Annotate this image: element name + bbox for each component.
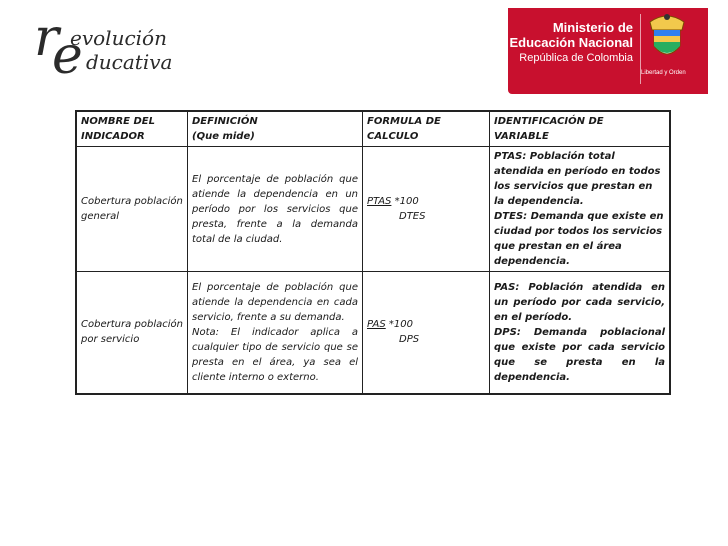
formula-numerator: PTAS [367, 196, 392, 207]
variable-def-a: PTAS: Población total atendida en período en todos los servicios que prestan en la dependencia. [494, 151, 661, 207]
col-header-nombre-line1: NOMBRE DEL [81, 116, 155, 127]
ministry-line2: Educación Nacional [509, 35, 633, 50]
formula-denominator: DTES [399, 211, 426, 222]
cell-variables [490, 147, 671, 272]
formula-numerator: PAS [367, 319, 386, 331]
cell-formula [363, 272, 490, 394]
logo-letter-e: e [52, 26, 83, 86]
definition-note: Nota: El indicador aplica a cualquier tipo de servicio que se presta en el área, ya sea el cliente interno o externo. [192, 326, 358, 383]
coat-of-arms-icon [642, 8, 692, 64]
cell-name: Cobertura población general [76, 147, 188, 272]
logo-word-evolucion: evolución [70, 26, 167, 50]
table-row [76, 147, 670, 272]
definition-text: El porcentaje de población que atiende la dependencia en cada servicio, frente a su demanda. [192, 281, 358, 323]
formula-multiplier: *100 [394, 196, 419, 207]
logo-letter-r: r [34, 8, 59, 68]
col-header-nombre-line2: INDICADOR [81, 131, 145, 142]
cell-definition [188, 272, 363, 394]
cell-name: Cobertura población por servicio [76, 272, 188, 394]
cell-definition: El porcentaje de población que atiende la dependencia en un período por los servicios que presta, frente a la demanda total de la ciudad. [188, 147, 363, 272]
indicators-table [75, 110, 671, 395]
motto-text: Libertad y Orden [641, 70, 686, 76]
logo-word-educativa: ducativa [86, 50, 173, 74]
col-header-definicion-line1: DEFINICIÓN [192, 116, 258, 127]
col-header-formula-line2: CALCULO [367, 131, 419, 142]
cell-formula [363, 147, 490, 272]
cell-variables [490, 272, 671, 394]
col-header-variable [490, 111, 671, 147]
formula-denominator: DPS [399, 334, 420, 346]
variable-def-b: DTES: Demanda que existe en ciudad por todos los servicios que prestan en el área dependencia. [494, 211, 664, 267]
variable-def-a: PAS: Población atendida en un período por cada servicio, en el período. [494, 281, 665, 323]
col-header-nombre [76, 111, 188, 147]
formula-multiplier: *100 [388, 319, 414, 331]
table-row [76, 272, 670, 394]
col-header-definicion-line2: (Que mide) [192, 131, 255, 142]
variable-def-b: DPS: Demanda poblacional que existe por cada servicio que se presta en la dependencia. [494, 326, 665, 383]
revolucion-educativa-logo [30, 8, 200, 86]
col-header-definicion [188, 111, 363, 147]
table-header-row [76, 111, 670, 147]
ministry-line3: República de Colombia [519, 52, 633, 64]
col-header-formula-line1: FORMULA DE [367, 116, 441, 127]
ministry-line1: Ministerio de [552, 20, 633, 35]
col-header-variable-line2: VARIABLE [494, 131, 549, 142]
col-header-formula [363, 111, 490, 147]
col-header-variable-line1: IDENTIFICACIÓN DE [494, 116, 604, 127]
ministry-title [509, 20, 633, 64]
